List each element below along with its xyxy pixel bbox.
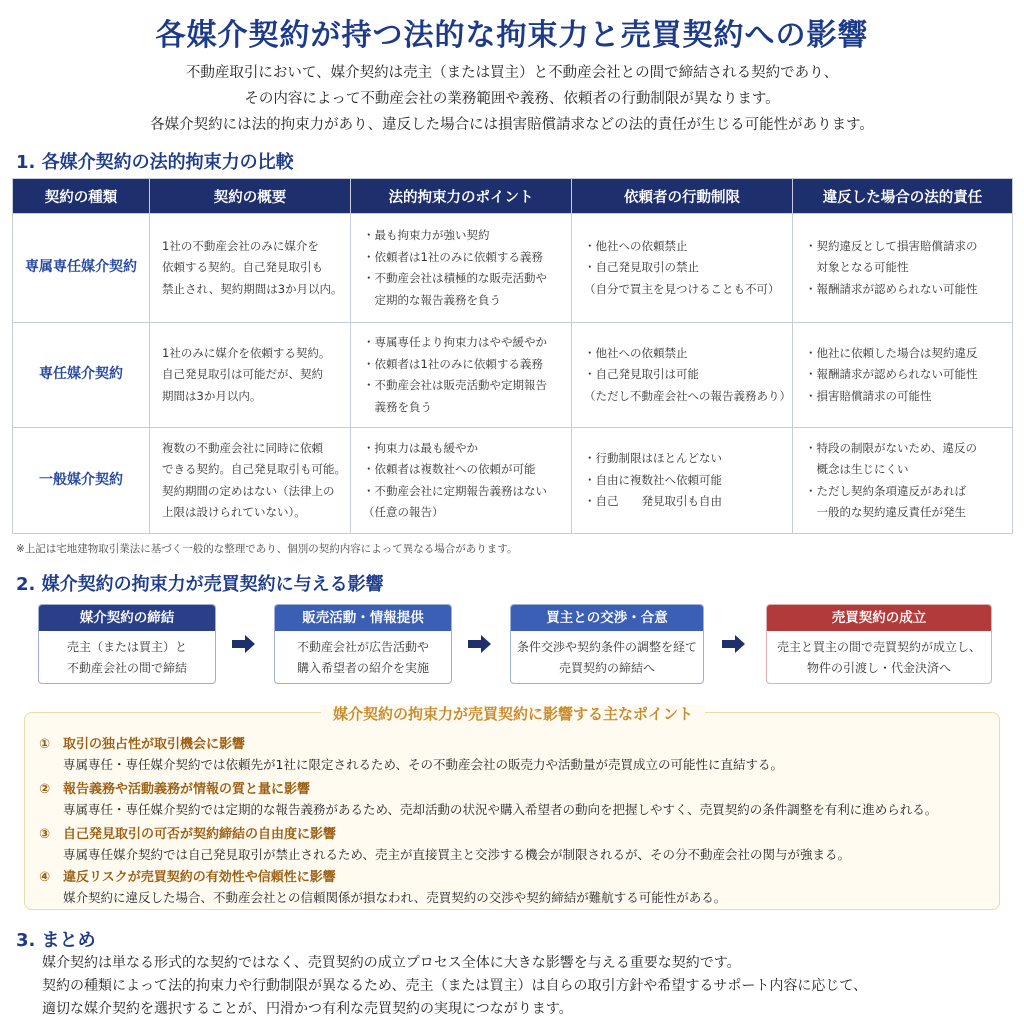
overview-cell	[150, 428, 351, 534]
intro-text	[0, 60, 1024, 138]
section1-title: 1. 各媒介契約の法的拘束力の比較	[16, 152, 294, 173]
cell-line: ・他社への依頼禁止	[584, 345, 688, 360]
cell-line: ・報酬請求が認められない可能性	[805, 281, 978, 296]
cell-line: ・他社に依頼した場合は契約違反	[805, 345, 978, 360]
cell-line: ・報酬請求が認められない可能性	[805, 367, 978, 382]
section3-title: 3. まとめ	[16, 930, 96, 951]
column-header: 契約の概要	[150, 179, 351, 214]
flow-step-line: 不動産会社が広告活動や	[296, 640, 429, 654]
flow-step-line: 不動産会社の間で締結	[66, 661, 187, 675]
cell-line: 義務を負う	[363, 399, 432, 414]
table-footnote: ※上記は宅地建物取引業法に基づく一般的な整理であり、個別の契約内容によって異なる場合があります。	[16, 543, 518, 555]
column-header: 依頼者の行動制限	[572, 179, 793, 214]
cell-line: 定期的な報告義務を負う	[363, 292, 501, 307]
cell-line: ・ただし契約条項違反があれば	[805, 483, 966, 498]
cell-line: ・依頼者は1社のみに依頼する義務	[363, 356, 543, 371]
contract-type: 一般媒介契約	[13, 428, 150, 534]
cell-line: 禁止され、契約期間は3か月以内。	[162, 281, 343, 296]
cell-line: ・依頼者は1社のみに依頼する義務	[363, 249, 543, 264]
cell-line: （ただし不動産会社への報告義務あり）	[584, 388, 791, 403]
intro-line: 各媒介契約には法的拘束力があり、違反した場合には損害賠償請求などの法的責任が生じる可能性があります。	[150, 117, 874, 133]
flow-step-line: 購入希望者の紹介を実施	[296, 661, 429, 675]
cell-line: 依頼する契約。自己発見取引も	[162, 260, 323, 275]
intro-line: その内容によって不動産会社の業務範囲や義務、依頼者の行動制限が異なります。	[244, 91, 780, 107]
flow-step-line: 条件交渉や契約条件の調整を経て	[516, 640, 697, 654]
flow-step-line: 売主（または買主）と	[66, 640, 187, 654]
arrow-right-icon	[232, 634, 256, 654]
cell-line: ・自己発見取引は可能	[584, 367, 699, 382]
summary-line: 媒介契約は単なる形式的な契約ではなく、売買契約の成立プロセス全体に大きな影響を与える重要な契約です。	[42, 955, 741, 971]
liability-cell	[793, 323, 1013, 428]
cell-line: （任意の報告）	[363, 505, 444, 519]
cell-line: ・不動産会社に定期報告義務はない	[363, 483, 547, 498]
flow-step-head: 買主との交渉・合意	[511, 605, 703, 631]
page-title: 各媒介契約が持つ法的な拘束力と売買契約への影響	[155, 18, 869, 53]
flow-step-body	[275, 631, 451, 679]
comparison-table	[12, 178, 1013, 534]
flow-step-head: 売買契約の成立	[767, 605, 991, 631]
flow-step-body	[511, 631, 703, 679]
restrictions-cell	[572, 214, 793, 323]
points-cell	[351, 214, 572, 323]
points-cell	[351, 323, 572, 428]
cell-line: ・依頼者は複数社への依頼が可能	[363, 462, 536, 476]
summary-text	[42, 952, 867, 1021]
cell-line: ・自己発見取引の禁止	[584, 260, 699, 275]
flow-step-line: 売買契約の締結へ	[558, 661, 655, 675]
cell-line: ・他社への依頼禁止	[584, 238, 688, 253]
cell-line: ・損害賠償請求の可能性	[805, 388, 932, 403]
cell-line: 1社の不動産会社のみに媒介を	[162, 238, 319, 253]
flow-step-negotiation	[510, 604, 704, 684]
cell-line: ・最も拘束力が強い契約	[363, 228, 490, 242]
cell-line: 自己発見取引は可能だが、契約	[162, 367, 323, 382]
key-points-title-wrap	[25, 703, 1001, 724]
cell-line: ・不動産会社は積極的な販売活動や	[363, 271, 547, 285]
cell-line: 契約期間の定めはない（法律上の	[162, 483, 335, 498]
arrow-right-icon	[722, 634, 746, 654]
summary-line: 契約の種類によって法的拘束力や行動制限が異なるため、売主（または買主）は自らの取引方針や希望するサポート内容に応じて、	[42, 978, 868, 994]
restrictions-cell	[572, 428, 793, 534]
table-row	[13, 323, 1013, 428]
cell-line: ・専属専任より拘束力はやや緩やか	[363, 335, 547, 349]
point-heading: ① 取引の独占性が取引機会に影響	[39, 737, 246, 752]
table-row	[13, 214, 1013, 323]
cell-line: 1社のみに媒介を依頼する契約。	[162, 345, 331, 360]
overview-cell	[150, 323, 351, 428]
point-body: 専属専任媒介契約では自己発見取引が禁止されるため、売主が直接買主と交渉する機会が制限されるが、その分不動産会社の関与が強まる。	[63, 847, 851, 862]
point-heading: ③ 自己発見取引の可否が契約締結の自由度に影響	[39, 827, 337, 842]
liability-cell	[793, 214, 1013, 323]
cell-line: ・行動制限はほとんどない	[584, 451, 722, 466]
key-points-title: 媒介契約の拘束力が売買契約に影響する主なポイント	[321, 705, 705, 723]
cell-line: ・自己 発見取引も自由	[584, 494, 722, 509]
cell-line: （自分で買主を見つけることも不可）	[584, 281, 780, 296]
flow-step-head: 販売活動・情報提供	[275, 605, 451, 631]
intro-line: 不動産取引において、媒介契約は売主（または買主）と不動産会社との間で締結される契約であり、	[185, 65, 839, 81]
point-heading: ④ 違反リスクが売買契約の有効性や信頼性に影響	[39, 870, 336, 885]
overview-cell	[150, 214, 351, 323]
cell-line: できる契約。自己発見取引も可能。	[162, 462, 346, 476]
points-cell	[351, 428, 572, 534]
liability-cell	[793, 428, 1013, 534]
cell-line: 複数の不動産会社に同時に依頼	[162, 440, 323, 455]
cell-line: 一般的な契約違反責任が発生	[805, 505, 966, 519]
flow-step-contract	[38, 604, 216, 684]
restrictions-cell	[572, 323, 793, 428]
contract-type: 専属専任媒介契約	[13, 214, 150, 323]
key-points-box	[24, 705, 1000, 910]
flow-step-sale-contract	[766, 604, 992, 684]
flow-step-body	[767, 631, 991, 679]
cell-line: 対象となる可能性	[805, 260, 909, 275]
contract-type: 専任媒介契約	[13, 323, 150, 428]
cell-line: ・契約違反として損害賠償請求の	[805, 238, 978, 253]
column-header: 契約の種類	[13, 179, 150, 214]
point-heading: ② 報告義務や活動義務が情報の質と量に影響	[39, 782, 311, 797]
section2-title: 2. 媒介契約の拘束力が売買契約に与える影響	[16, 574, 384, 595]
cell-line: 概念は生じにくい	[805, 462, 909, 476]
cell-line: ・拘束力は最も緩やか	[363, 440, 478, 455]
flow-step-line: 物件の引渡し・代金決済へ	[806, 661, 951, 675]
flow-step-head: 媒介契約の締結	[39, 605, 215, 631]
summary-line: 適切な媒介契約を選択することが、円滑かつ有利な売買契約の実現につながります。	[42, 1001, 573, 1017]
flow-step-line: 売主と買主の間で売買契約が成立し、	[776, 640, 981, 654]
cell-line: ・不動産会社は販売活動や定期報告	[363, 378, 547, 392]
column-header: 違反した場合の法的責任	[793, 179, 1013, 214]
column-header: 法的拘束力のポイント	[351, 179, 572, 214]
arrow-right-icon	[468, 634, 492, 654]
point-body: 専属専任・専任媒介契約では定期的な報告義務があるため、売却活動の状況や購入希望者の動向を把握しやすく、売買契約の条件調整を有利に進められる。	[63, 802, 938, 817]
cell-line: ・特段の制限がないため、違反の	[805, 440, 978, 455]
cell-line: 上限は設けられていない）。	[162, 505, 306, 519]
cell-line: ・自由に複数社へ依頼可能	[584, 472, 722, 487]
flow-step-sales	[274, 604, 452, 684]
table-row	[13, 428, 1013, 534]
point-body: 専属専任・専任媒介契約では依頼先が1社に限定されるため、その不動産会社の販売力や活動量が売買成立の可能性に直結する。	[63, 757, 783, 772]
cell-line: 期間は3か月以内。	[162, 388, 262, 403]
point-body: 媒介契約に違反した場合、不動産会社との信頼関係が損なわれ、売買契約の交渉や契約締結が難航する可能性がある。	[63, 890, 727, 905]
flow-step-body	[39, 631, 215, 679]
